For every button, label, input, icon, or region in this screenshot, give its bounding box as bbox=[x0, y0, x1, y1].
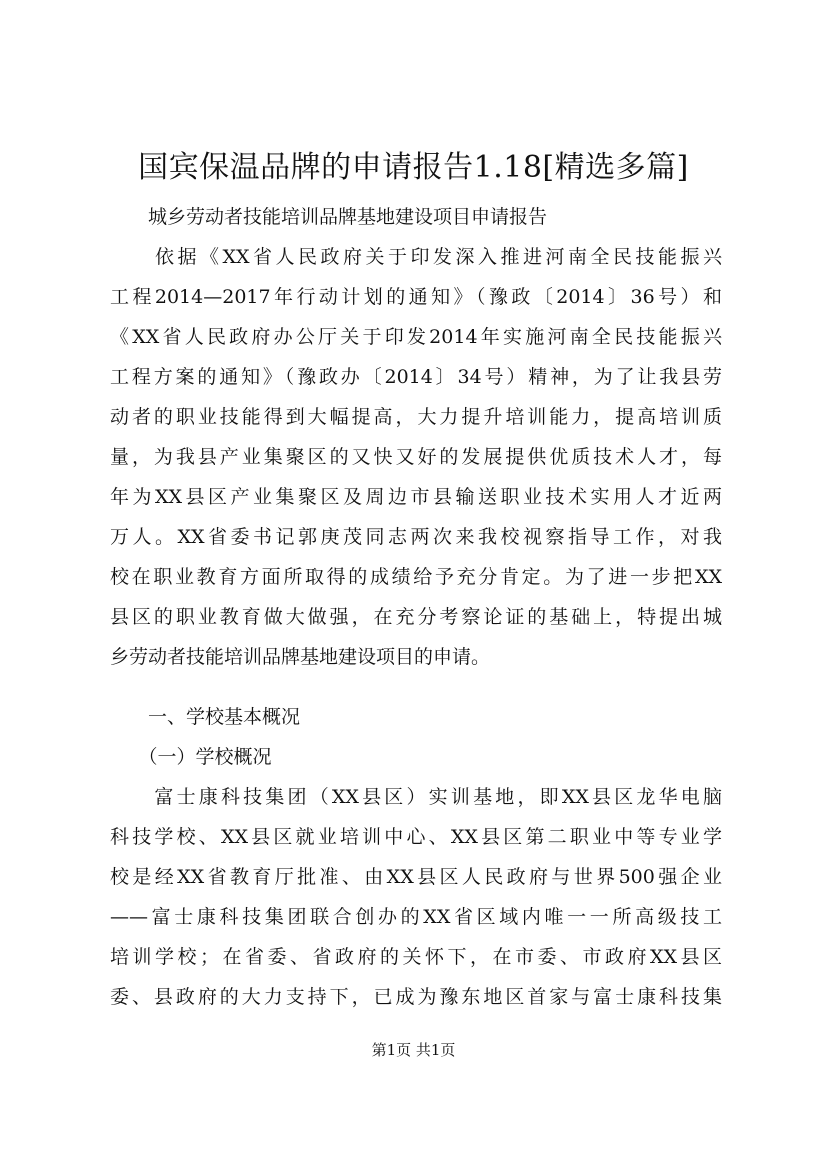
text-line: 培训学校；在省委、省政府的关怀下，在市委、市政府XX县区 bbox=[110, 946, 722, 968]
text-line: 乡劳动者技能培训品牌基地建设项目的申请。 bbox=[110, 646, 491, 668]
text-line: 科技学校、XX县区就业培训中心、XX县区第二职业中等专业学 bbox=[110, 826, 722, 848]
document-title: 国宾保温品牌的申请报告1.18[精选多篇] bbox=[138, 150, 689, 185]
text-line: 委、县政府的大力支持下，已成为豫东地区首家与富士康科技集 bbox=[110, 986, 722, 1008]
subsection-heading: （一）学校概况 bbox=[110, 746, 272, 768]
text-line: 县区的职业教育做大做强，在充分考察论证的基础上，特提出城 bbox=[110, 606, 722, 628]
text-line: 富士康科技集团（XX县区）实训基地，即XX县区龙华电脑 bbox=[110, 786, 722, 808]
text-line: ——富士康科技集团联合创办的XX省区域内唯一一所高级技工 bbox=[110, 906, 722, 928]
text-line: 万人。XX省委书记郭庚茂同志两次来我校视察指导工作，对我 bbox=[110, 526, 722, 548]
text-line: 校在职业教育方面所取得的成绩给予充分肯定。为了进一步把XX bbox=[110, 566, 722, 588]
text-line: 工程方案的通知》（豫政办〔2014〕34号）精神，为了让我县劳 bbox=[110, 366, 722, 388]
text-line: 依据《XX省人民政府关于印发深入推进河南全民技能振兴 bbox=[110, 246, 722, 268]
text-line: 年为XX县区产业集聚区及周边市县输送职业技术实用人才近两 bbox=[110, 486, 722, 508]
text-line: 动者的职业技能得到大幅提高，大力提升培训能力，提高培训质 bbox=[110, 406, 722, 428]
section-heading: 一、学校基本概况 bbox=[110, 706, 301, 728]
text-line: 量，为我县产业集聚区的又快又好的发展提供优质技术人才，每 bbox=[110, 446, 722, 468]
text-line: 城乡劳动者技能培训品牌基地建设项目申请报告 bbox=[110, 206, 548, 228]
page-number-footer: 第1页 共1页 bbox=[371, 1041, 456, 1059]
text-line: 《XX省人民政府办公厅关于印发2014年实施河南全民技能振兴 bbox=[110, 326, 722, 348]
text-line: 工程2014—2017年行动计划的通知》（豫政〔2014〕36号）和 bbox=[110, 286, 722, 308]
text-line: 校是经XX省教育厅批准、由XX县区人民政府与世界500强企业 bbox=[110, 866, 722, 888]
